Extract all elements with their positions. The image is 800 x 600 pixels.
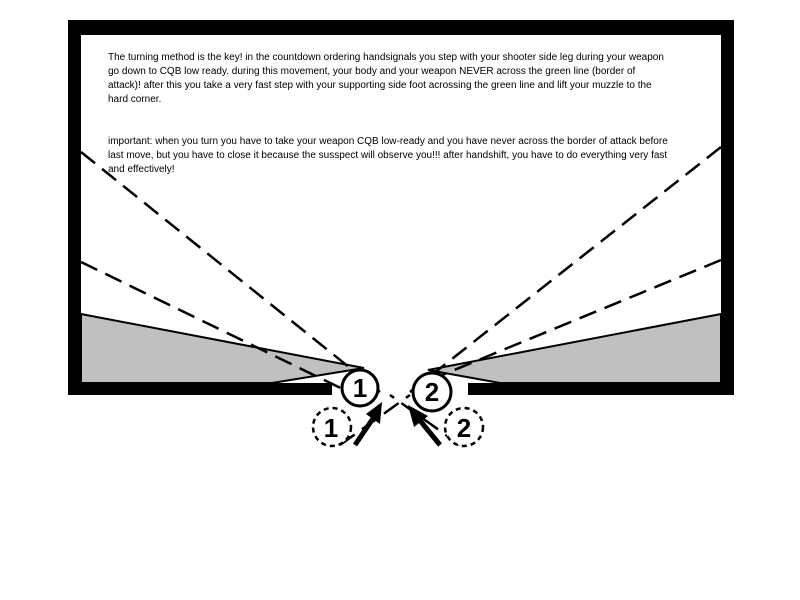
left-shaded-zone (81, 314, 364, 383)
svg-text:2: 2 (456, 413, 472, 443)
marker-right-final (413, 373, 451, 411)
right-shaded-zone (428, 314, 721, 383)
marker-left-final (342, 370, 378, 406)
svg-text:1: 1 (323, 413, 339, 443)
instruction-paragraph-2: important: when you turn you have to take your weapon CQB low-ready and you have never across the border of attack before last move, but you have to close it because the susspect will observe you!!! after handshift, you have to do everything very fast and effectively! (108, 136, 668, 175)
sight-lines (81, 147, 721, 445)
marker-right-start (445, 408, 483, 446)
svg-text:1: 1 (352, 373, 368, 403)
svg-text:2: 2 (424, 377, 440, 407)
marker-left-start (313, 408, 351, 446)
instruction-paragraph-1: The turning method is the key! in the countdown ordering handsignals you step with your shooter side leg during your weapon go down to CQB low ready. during this movement, your body and your weapon NEVER across the green line (border of attack)! after this you take a very fast step with your supporting side foot acrossing the green line and lift your muzzle to the hard corner. (108, 52, 664, 105)
